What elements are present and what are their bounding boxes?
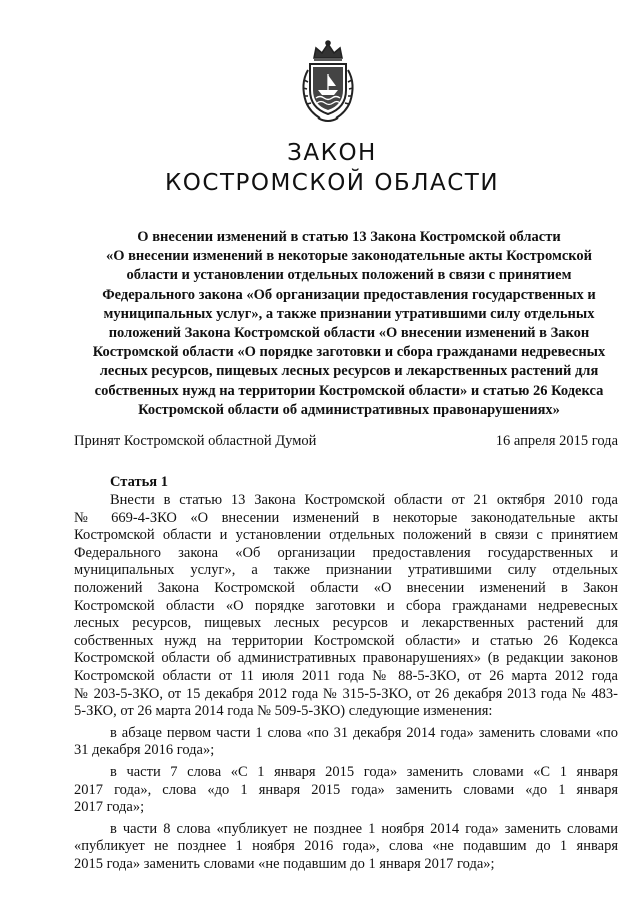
article-line: № 203-5-ЗКО, от 15 декабря 2012 года № 315-5-ЗКО, от 26 декабря 2013 года № 483- (74, 685, 618, 702)
law-subject (88, 228, 610, 420)
article-line: 2015 года» заменить словами «не подавшим до 1 января 2017 года»; (74, 855, 495, 872)
article-body (74, 492, 618, 873)
subject-line: положений Закона Костромской области «О внесении изменений в Закон (108, 325, 590, 342)
subject-line: собственных нужд на территории Костромской области» и статью 26 Кодекса (94, 382, 604, 399)
article-line: 5-ЗКО, от 26 марта 2014 года № 509-5-ЗКО) следующие изменения: (74, 703, 493, 720)
subject-line: «О внесении изменений в некоторые законодательные акты Костромской (105, 248, 593, 265)
article-line: в части 8 слова «публикует не позднее 1 ноября 2014 года» заменить словами (110, 820, 618, 837)
article-line: Костромской области от 11 июля 2011 года № 88-5-ЗКО, от 26 марта 2012 года (74, 667, 618, 684)
article-heading: Статья 1 (110, 474, 168, 490)
subject-line: Костромской области «О порядке заготовки и сбора гражданами недревесных (92, 344, 606, 361)
kostroma-coat-of-arms-icon (296, 40, 360, 124)
article-line: лесных ресурсов, пищевых лесных ресурсов и лекарственных растений для (74, 615, 618, 632)
article-line: Костромской области об административных правонарушениях» (в редакции законов (74, 650, 618, 667)
article-line: 31 декабря 2016 года»; (74, 742, 215, 759)
article-line: № 669-4-ЗКО «О внесении изменений в некоторые законодательные акты (74, 509, 618, 526)
article-line: положений Закона Костромской области «О внесении изменений в Закон (74, 579, 618, 596)
adopted-by: Принят Костромской областной Думой (74, 433, 317, 449)
article-line: муниципальных услуг», а также признании утратившими силу отдельных (74, 562, 618, 579)
subject-line: О внесении изменений в статью 13 Закона Костромской области (137, 229, 561, 245)
article-line: Костромской области «О порядке заготовки и сбора гражданами недревесных (74, 597, 618, 614)
article-line: в абзаце первом части 1 слова «по 31 декабря 2014 года» заменить словами «по (110, 724, 618, 741)
adoption-date: 16 апреля 2015 года (495, 433, 618, 449)
subject-line: муниципальных услуг», а также признании утратившими силу отдельных (103, 305, 595, 322)
article-line: Федерального закона «Об организации предоставления государственных и (74, 544, 618, 561)
article-line: Внести в статью 13 Закона Костромской области от 21 октября 2010 года (110, 492, 618, 508)
article-line: собственных нужд на территории Костромской области» и статью 26 Кодекса (74, 632, 618, 649)
region-title: КОСТРОМСКОЙ ОБЛАСТИ (164, 170, 500, 196)
article-line: 2017 года»; (74, 799, 145, 816)
article-line: Костромской области и установлении отдельных положений в связи с принятием (74, 527, 618, 544)
article-line: в части 7 слова «С 1 января 2015 года» заменить словами «С 1 января (110, 763, 618, 780)
law-title: ЗАКОН (287, 140, 377, 166)
article-line: 2017 года», слова «до 1 января 2015 года» заменить словами «до 1 января (74, 781, 618, 798)
subject-line: Федерального закона «Об организации предоставления государственных и (102, 286, 596, 303)
article-line: «публикует не позднее 1 ноября 2016 года», слова «не подавшим до 1 января (74, 838, 618, 855)
subject-line: Костромской области об административных правонарушениях» (138, 401, 560, 418)
subject-line: области и установлении отдельных положений в связи с принятием (126, 267, 572, 284)
subject-line: лесных ресурсов, пищевых лесных ресурсов и лекарственных растений для (99, 363, 599, 380)
